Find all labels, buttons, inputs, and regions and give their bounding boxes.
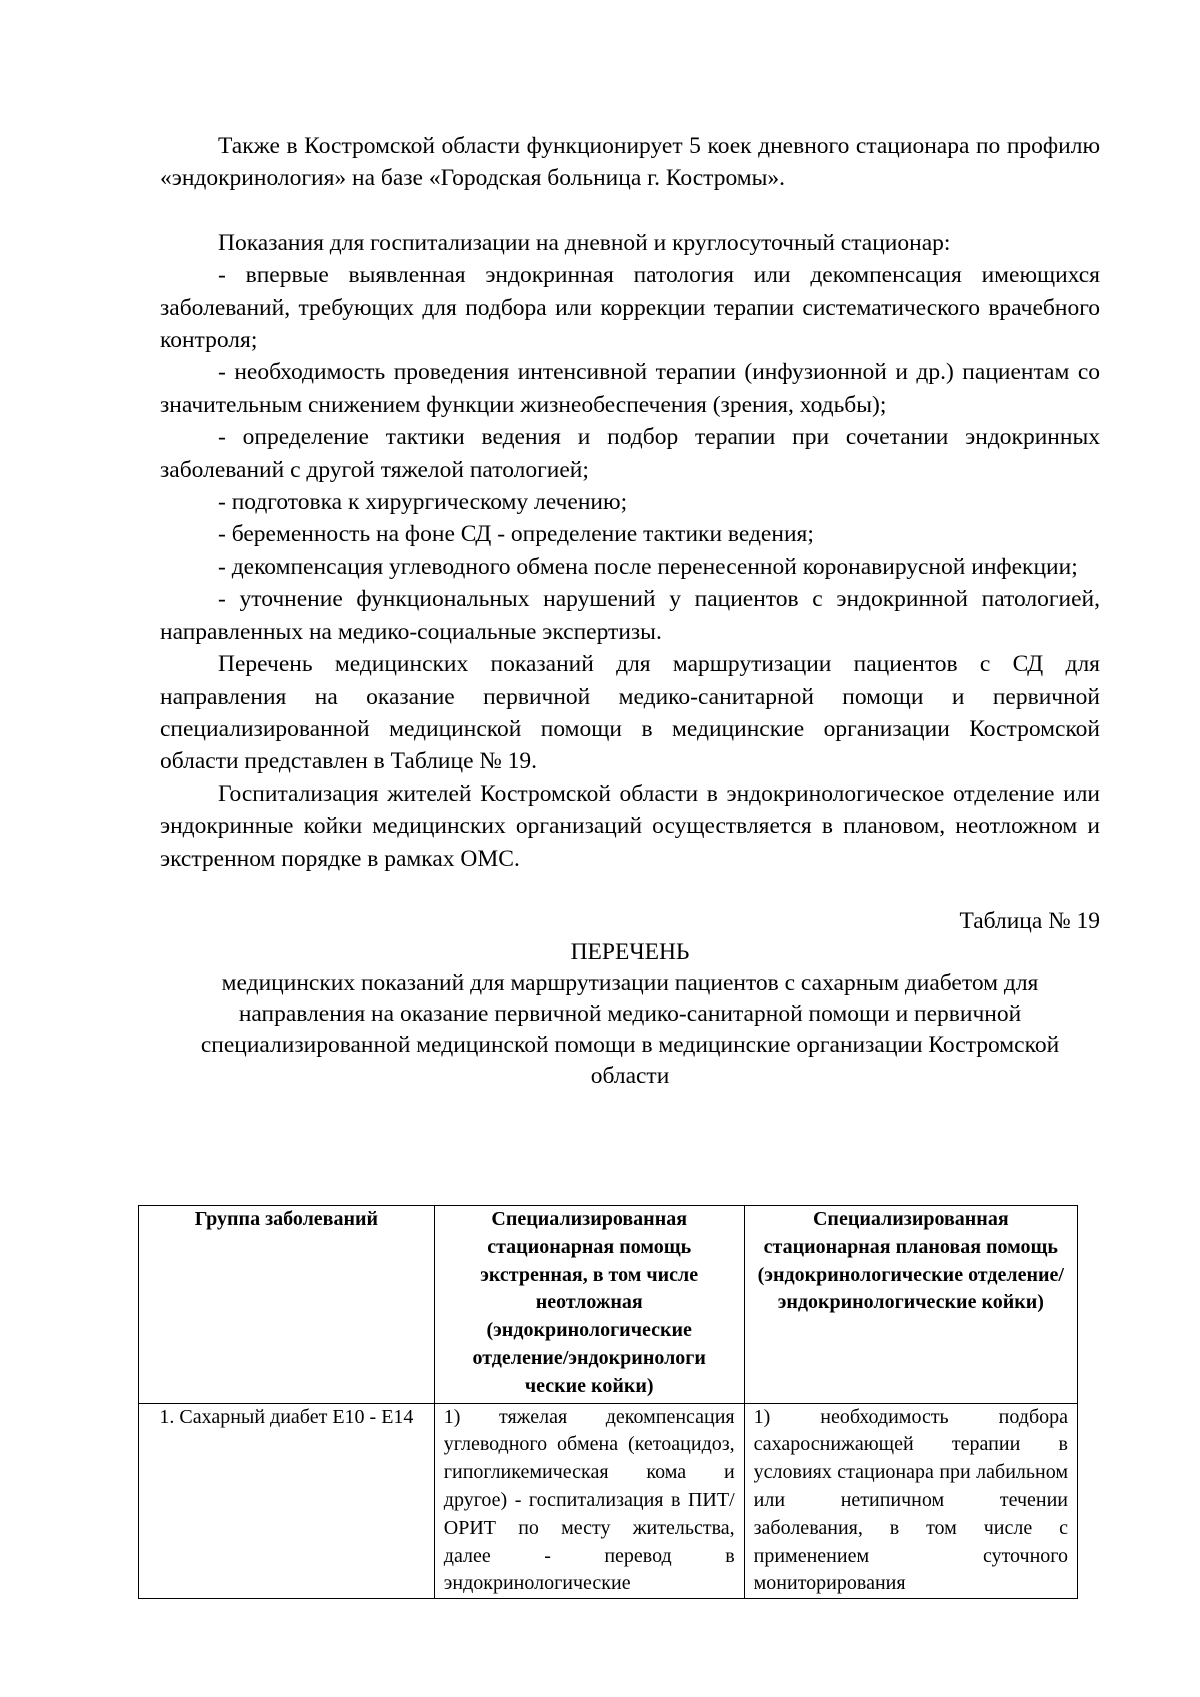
paragraph-hospitalization: Госпитализация жителей Костромской области в эндокринологическое отделение или эндокринные койки медицинских организаций осуществляется в плановом, неотложном и экстренном порядке в рамках ОМС. [160, 780, 1100, 872]
header-emergency-care: Специализированная стационарная помощь экстренная, в том числе неотложная (эндокринологические отделение/эндокринологи ческие койки) [434, 1206, 744, 1404]
table-row [139, 1403, 1078, 1599]
indication-item-1: - впервые выявленная эндокринная патология или декомпенсация имеющихся заболеваний, требующих для подбора или коррекции терапии систематического врачебного контроля; [160, 262, 1100, 354]
indication-item-4: - подготовка к хирургическому лечению; [218, 489, 628, 516]
paragraph-routing-list: Перечень медицинских показаний для маршрутизации пациентов с СД для направления на оказание первичной медико-санитарной помощи и первичной специализированной медицинской помощи в медицинские организации Костромской области представлен в Таблице № 19. [160, 651, 1100, 775]
paragraph-day-hospital: Также в Костромской области функционирует 5 коек дневного стационара по профилю «эндокринология» на базе «Городская больница г. Костромы». [160, 133, 1100, 192]
document-page [160, 130, 1100, 1092]
table-label: Таблица № 19 [959, 907, 1100, 934]
indication-item-6: - декомпенсация углеводного обмена после перенесенной коронавирусной инфекции; [218, 553, 1078, 580]
indication-item-7: - уточнение функциональных нарушений у пациентов с эндокринной патологией, направленных на медико-социальные экспертизы. [160, 586, 1100, 645]
header-disease-group: Группа заболеваний [139, 1206, 435, 1404]
indication-item-3: - определение тактики ведения и подбор терапии при сочетании эндокринных заболеваний с другой тяжелой патологией; [160, 424, 1100, 483]
cell-emergency-care: 1) тяжелая декомпенсация углеводного обмена (кетоацидоз, гипогликемическая кома и другое) - госпитализация в ПИТ/ОРИТ по месту жительства, далее - перевод в эндокринологические [434, 1403, 744, 1599]
table-title: ПЕРЕЧЕНЬ [570, 938, 690, 965]
table-subtitle: медицинских показаний для маршрутизации пациентов с сахарным диабетом для направления на оказание первичной медико-санитарной помощи и первичной специализированной медицинской помощи в медицинские организации Костромской области [200, 969, 1060, 1089]
cell-planned-care: 1) необходимость подбора сахароснижающей терапии в условиях стационара при лабильном или нетипичном течении заболевания, в том числе с применением суточного мониторирования [744, 1403, 1077, 1599]
header-planned-care: Специализированная стационарная плановая помощь (эндокринологические отделение/ эндокринологические койки) [744, 1206, 1077, 1404]
indication-item-5: - беременность на фоне СД - определение тактики ведения; [218, 521, 814, 548]
cell-disease-group: 1. Сахарный диабет Е10 - Е14 [139, 1403, 435, 1599]
table-header-row [139, 1206, 1078, 1404]
routing-table [138, 1205, 1078, 1599]
indication-item-2: - необходимость проведения интенсивной терапии (инфузионной и др.) пациентам со значительным снижением функции жизнеобеспечения (зрения, ходьбы); [160, 359, 1100, 418]
paragraph-indications-heading: Показания для госпитализации на дневной и круглосуточный стационар: [218, 229, 951, 256]
